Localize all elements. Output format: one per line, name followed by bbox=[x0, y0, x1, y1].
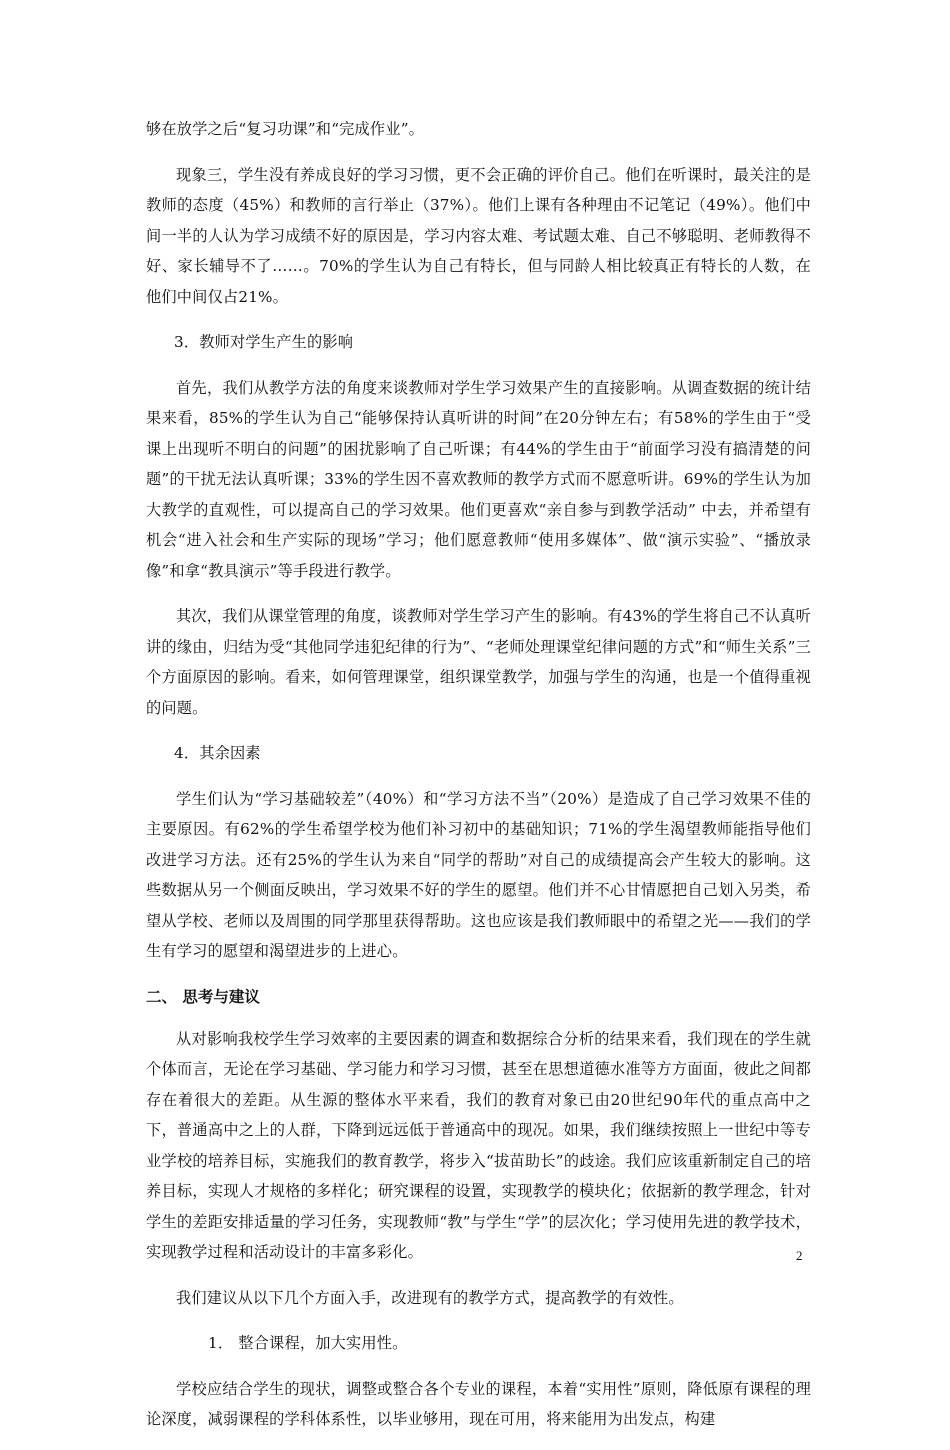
list-item-integrate-courses: 1． 整合课程，加大实用性。 bbox=[208, 1334, 408, 1352]
subheading-other-factors: 4．其余因素 bbox=[174, 744, 261, 762]
subheading-teacher-influence: 3．教师对学生产生的影响 bbox=[174, 333, 354, 351]
paragraph-course-integration: 学校应结合学生的现状，调整或整合各个专业的课程，本着“实用性”原则，降低原有课程的理论深度，减弱课程的学科体系性，以毕业够用，现在可用，将来能用为出发点，构建 bbox=[146, 1379, 811, 1428]
section-heading-reflections: 二、 思考与建议 bbox=[146, 987, 260, 1006]
paragraph-continued: 够在放学之后“复习功课”和“完成作业”。 bbox=[146, 120, 425, 138]
paragraph-classroom-management: 其次，我们从课堂管理的角度，谈教师对学生学习产生的影响。有43%的学生将自己不认真听讲的缘由，归结为受“其他同学违犯纪律的行为”、“老师处理课堂纪律问题的方式”和“师生关系”三个方面原因的影响。看来，如何管理课堂，组织课堂教学，加强与学生的沟通，也是一个值得重视的问题。 bbox=[146, 607, 811, 717]
page-number: 2 bbox=[796, 1248, 803, 1263]
paragraph-teaching-method: 首先，我们从教学方法的角度来谈教师对学生学习效果产生的直接影响。从调查数据的统计结果来看，85%的学生认为自己“能够保持认真听讲的时间”在20分钟左右；有58%的学生由于“受课上出现听不明白的问题”的困扰影响了自己听课；有44%的学生由于“前面学习没有搞清楚的问题”的干扰无法认真听课；33%的学生因不喜欢教师的教学方式而不愿意听讲。69%的学生认为加大教学的直观性，可以提高自己的学习效果。他们更喜欢“亲自参与到教学活动” 中去，并希望有机会“进入社会和生产实际的现场”学习；他们愿意教师“使用多媒体”、做“演示实验”、“播放录像”和拿“教具演示”等手段进行教学。 bbox=[146, 378, 811, 580]
paragraph-phenomenon-three: 现象三，学生没有养成良好的学习习惯，更不会正确的评价自己。他们在听课时，最关注的是教师的态度（45%）和教师的言行举止（37%）。他们上课有各种理由不记笔记（49%）。他们中间一半的人认为学习成绩不好的原因是，学习内容太难、考试题太难、自己不够聪明、老师教得不好、家长辅导不了……。70%的学生认为自己有特长，但与同龄人相比较真正有特长的人数，在他们中间仅占21%。 bbox=[146, 165, 811, 306]
page-content bbox=[146, 114, 811, 1450]
paragraph-suggestion-intro: 我们建议从以下几个方面入手，改进现有的教学方式，提高教学的有效性。 bbox=[176, 1288, 684, 1307]
paragraph-analysis: 从对影响我校学生学习效率的主要因素的调查和数据综合分析的结果来看，我们现在的学生就个体而言，无论在学习基础、学习能力和学习习惯，甚至在思想道德水准等方方面面，彼此之间都存在着很大的差距。从生源的整体水平来看，我们的教育对象已由20世纪90年代的重点高中之下，普通高中之上的人群，下降到远远低于普通高中的现况。如果，我们继续按照上一世纪中等专业学校的培养目标，实施我们的教育教学，将步入“拔苗助长”的歧途。我们应该重新制定自己的培养目标，实现人才规格的多样化；研究课程的设置，实现教学的模块化；依据新的教学理念，针对学生的差距安排适量的学习任务，实现教师“教”与学生“学”的层次化；学习使用先进的教学技术，实现教学过程和活动设计的丰富多彩化。 bbox=[146, 1029, 811, 1261]
paragraph-other-factors: 学生们认为“学习基础较差”（40%）和“学习方法不当”（20%）是造成了自己学习效果不佳的主要原因。有62%的学生希望学校为他们补习初中的基础知识；71%的学生渴望教师能指导他们改进学习方法。还有25%的学生认为来自“同学的帮助”对自己的成绩提高会产生较大的影响。这些数据从另一个侧面反映出，学习效果不好的学生的愿望。他们并不心甘情愿把自己划入另类，希望从学校、老师以及周围的同学那里获得帮助。这也应该是我们教师眼中的希望之光——我们的学生有学习的愿望和渴望进步的上进心。 bbox=[146, 789, 811, 960]
